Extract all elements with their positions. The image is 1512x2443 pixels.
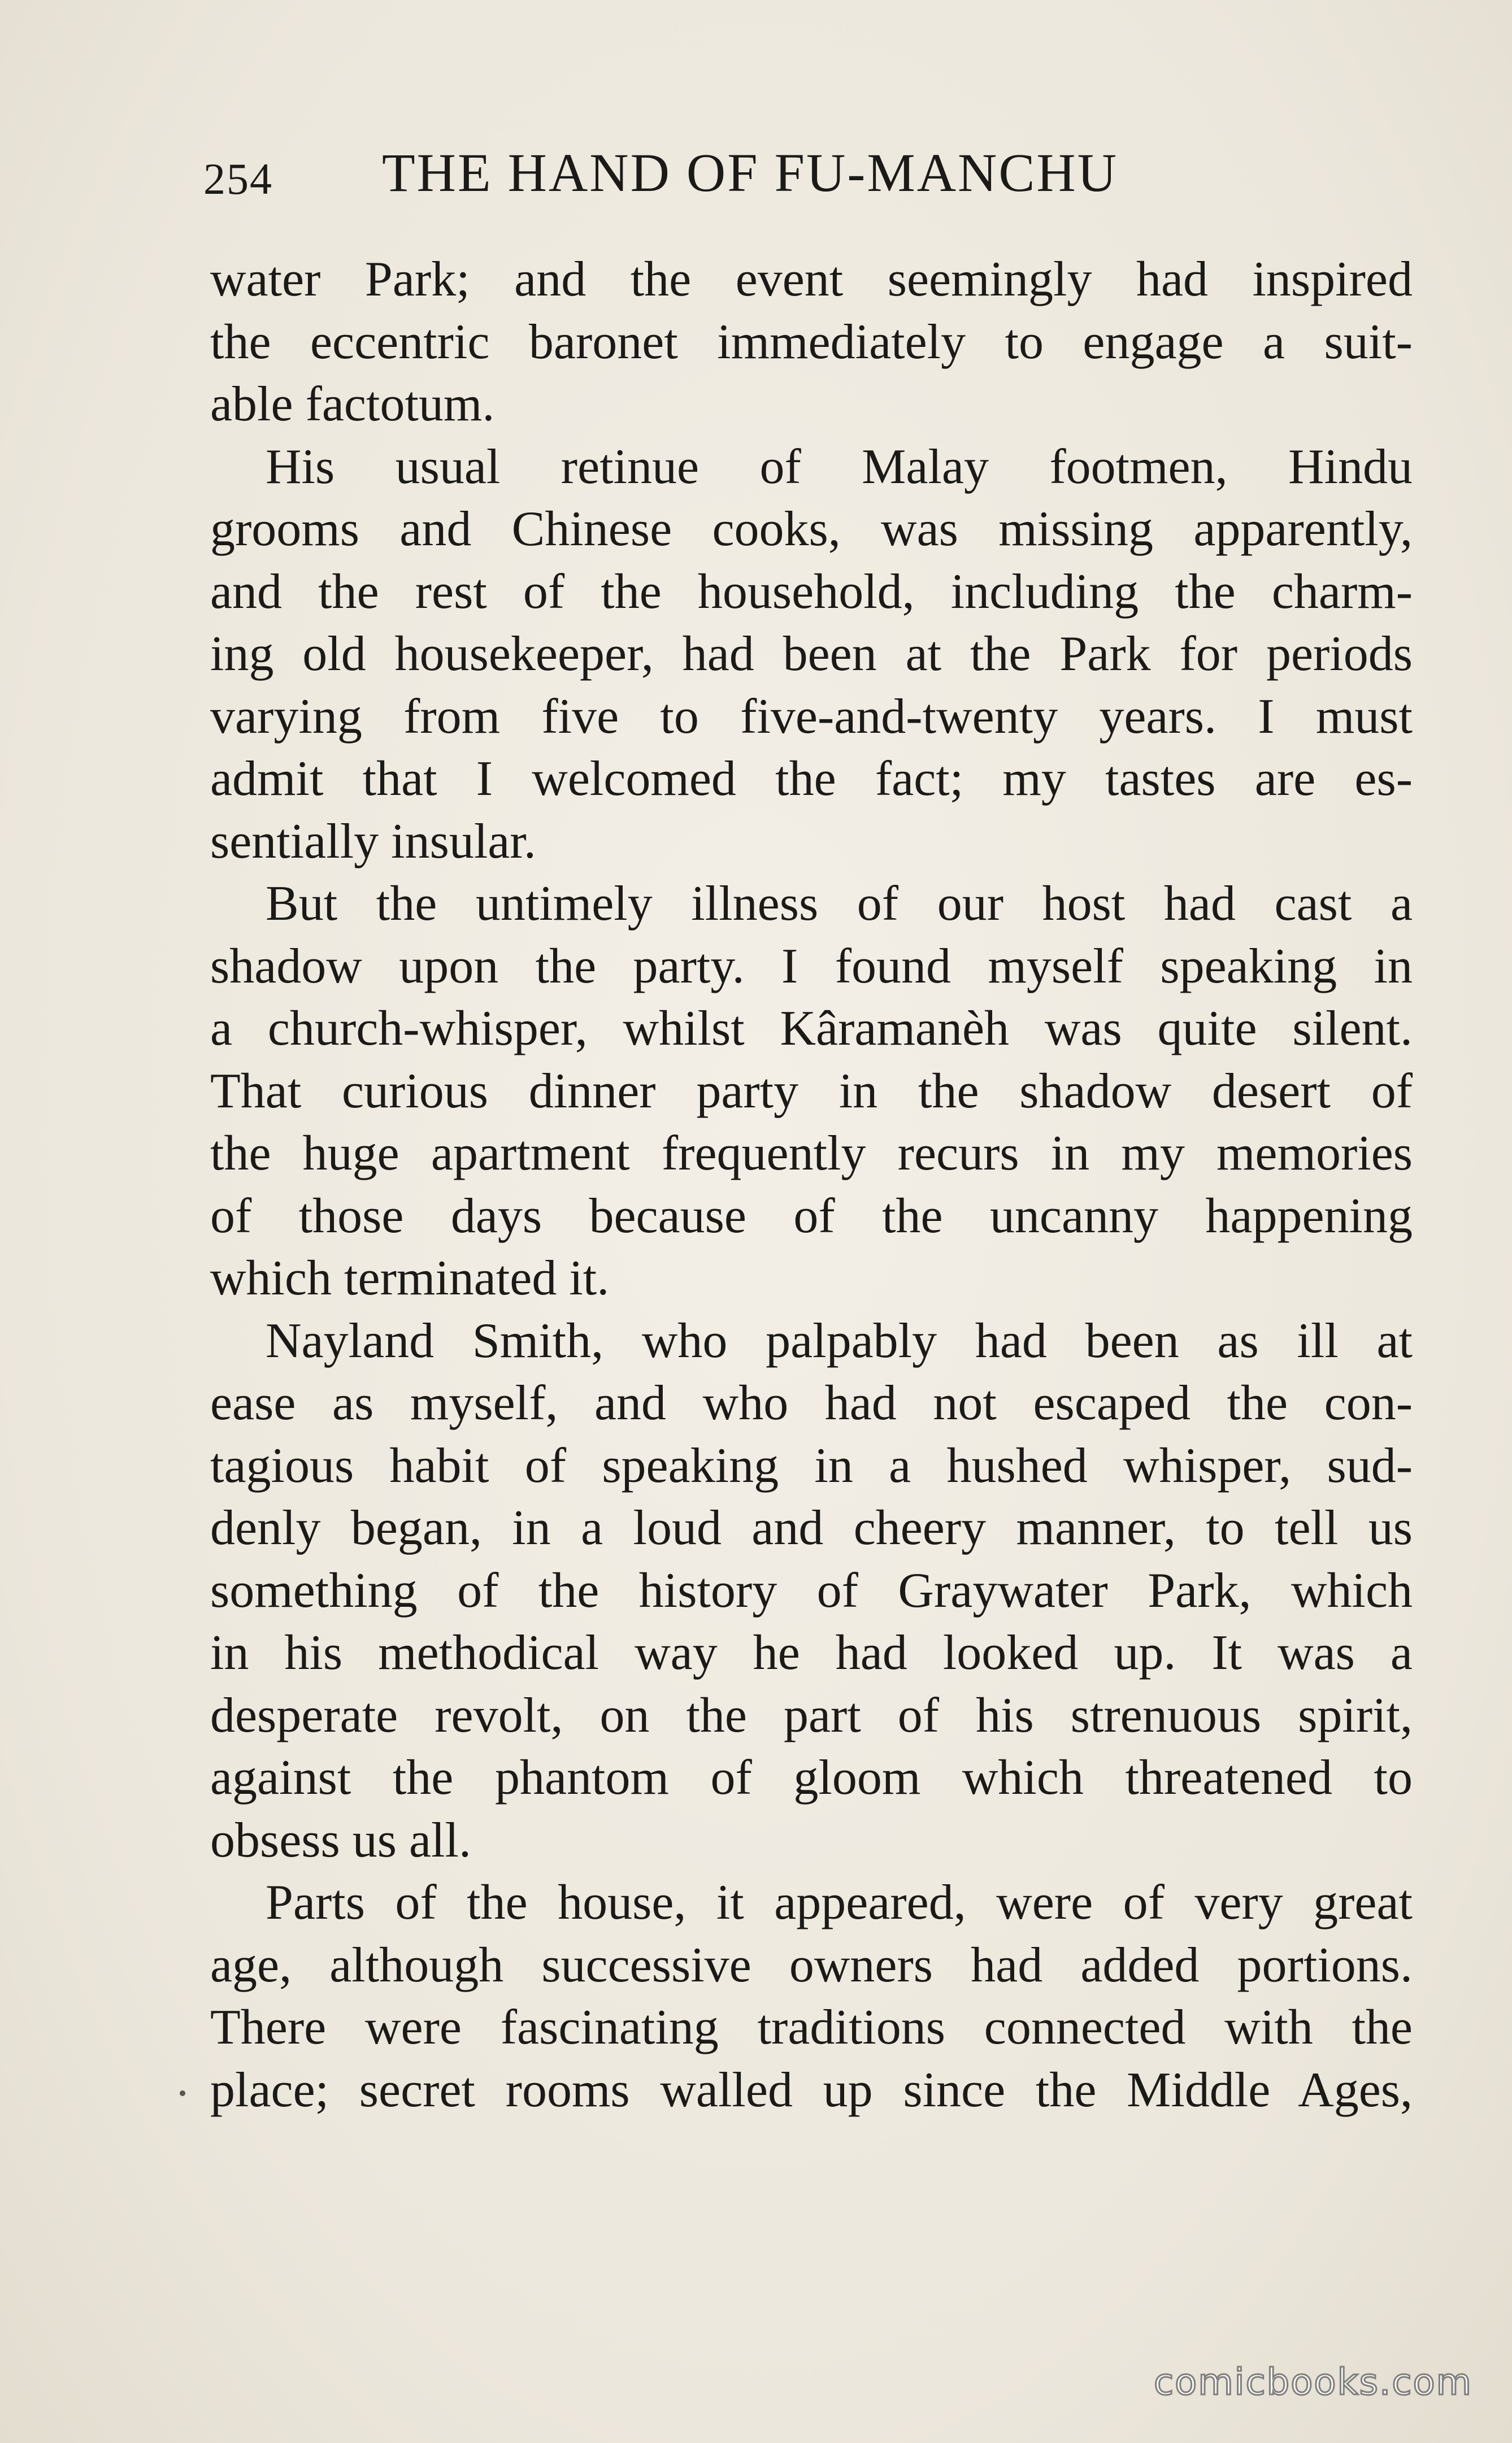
text-line: admit that I welcomed the fact; my tastes are es- <box>210 751 1413 806</box>
watermark-logo: comicbooks.com <box>1153 2362 1472 2403</box>
text-line: obsess us all. <box>210 1812 471 1868</box>
text-line: varying from five to five-and-twenty years. I must <box>210 689 1413 744</box>
text-line: His usual retinue of Malay footmen, Hindu <box>266 439 1413 494</box>
text-line: in his methodical way he had looked up. It was a <box>210 1625 1413 1680</box>
text-line: against the phantom of gloom which threatened to <box>210 1750 1413 1805</box>
body-text <box>210 249 1413 2122</box>
text-line: the eccentric baronet immediately to engage a suit- <box>210 314 1413 370</box>
text-line: sentially insular. <box>210 814 536 869</box>
text-line: desperate revolt, on the part of his strenuous spirit, <box>210 1688 1413 1743</box>
text-line: denly began, in a loud and cheery manner, to tell us <box>210 1501 1413 1555</box>
text-line: There were fascinating traditions connected with the <box>210 2000 1413 2055</box>
text-line: Parts of the house, it appeared, were of very great <box>266 1875 1413 1930</box>
text-line: a church-whisper, whilst Kâramanèh was quite silent. <box>210 1001 1413 1056</box>
text-line: of those days because of the uncanny happening <box>210 1188 1413 1244</box>
text-line: which terminated it. <box>210 1251 610 1306</box>
text-line: ease as myself, and who had not escaped the con- <box>210 1376 1413 1431</box>
text-line: shadow upon the party. I found myself speaking in <box>210 938 1413 994</box>
running-title: THE HAND OF FU-MANCHU <box>382 142 1119 203</box>
text-line: able factotum. <box>210 377 495 432</box>
text-line: the huge apartment frequently recurs in my memories <box>210 1126 1413 1181</box>
text-line: But the untimely illness of our host had cast a <box>266 876 1413 931</box>
text-line: ing old housekeeper, had been at the Park for periods <box>210 627 1413 681</box>
text-line: That curious dinner party in the shadow desert of <box>210 1063 1413 1119</box>
page-header <box>203 141 1418 220</box>
page-number: 254 <box>203 154 273 203</box>
text-line: and the rest of the household, including the charm- <box>210 564 1413 619</box>
margin-mark <box>180 2090 185 2096</box>
text-line: something of the history of Graywater Park, which <box>210 1563 1413 1618</box>
text-line: Nayland Smith, who palpably had been as ill at <box>266 1313 1413 1368</box>
text-line: water Park; and the event seemingly had inspired <box>210 252 1413 307</box>
text-line: place; secret rooms walled up since the Middle Ages, <box>210 2062 1413 2118</box>
text-line: grooms and Chinese cooks, was missing apparently, <box>210 502 1413 557</box>
text-line: tagious habit of speaking in a hushed whisper, sud- <box>210 1438 1413 1493</box>
text-line: age, although successive owners had added portions. <box>210 1937 1413 1993</box>
